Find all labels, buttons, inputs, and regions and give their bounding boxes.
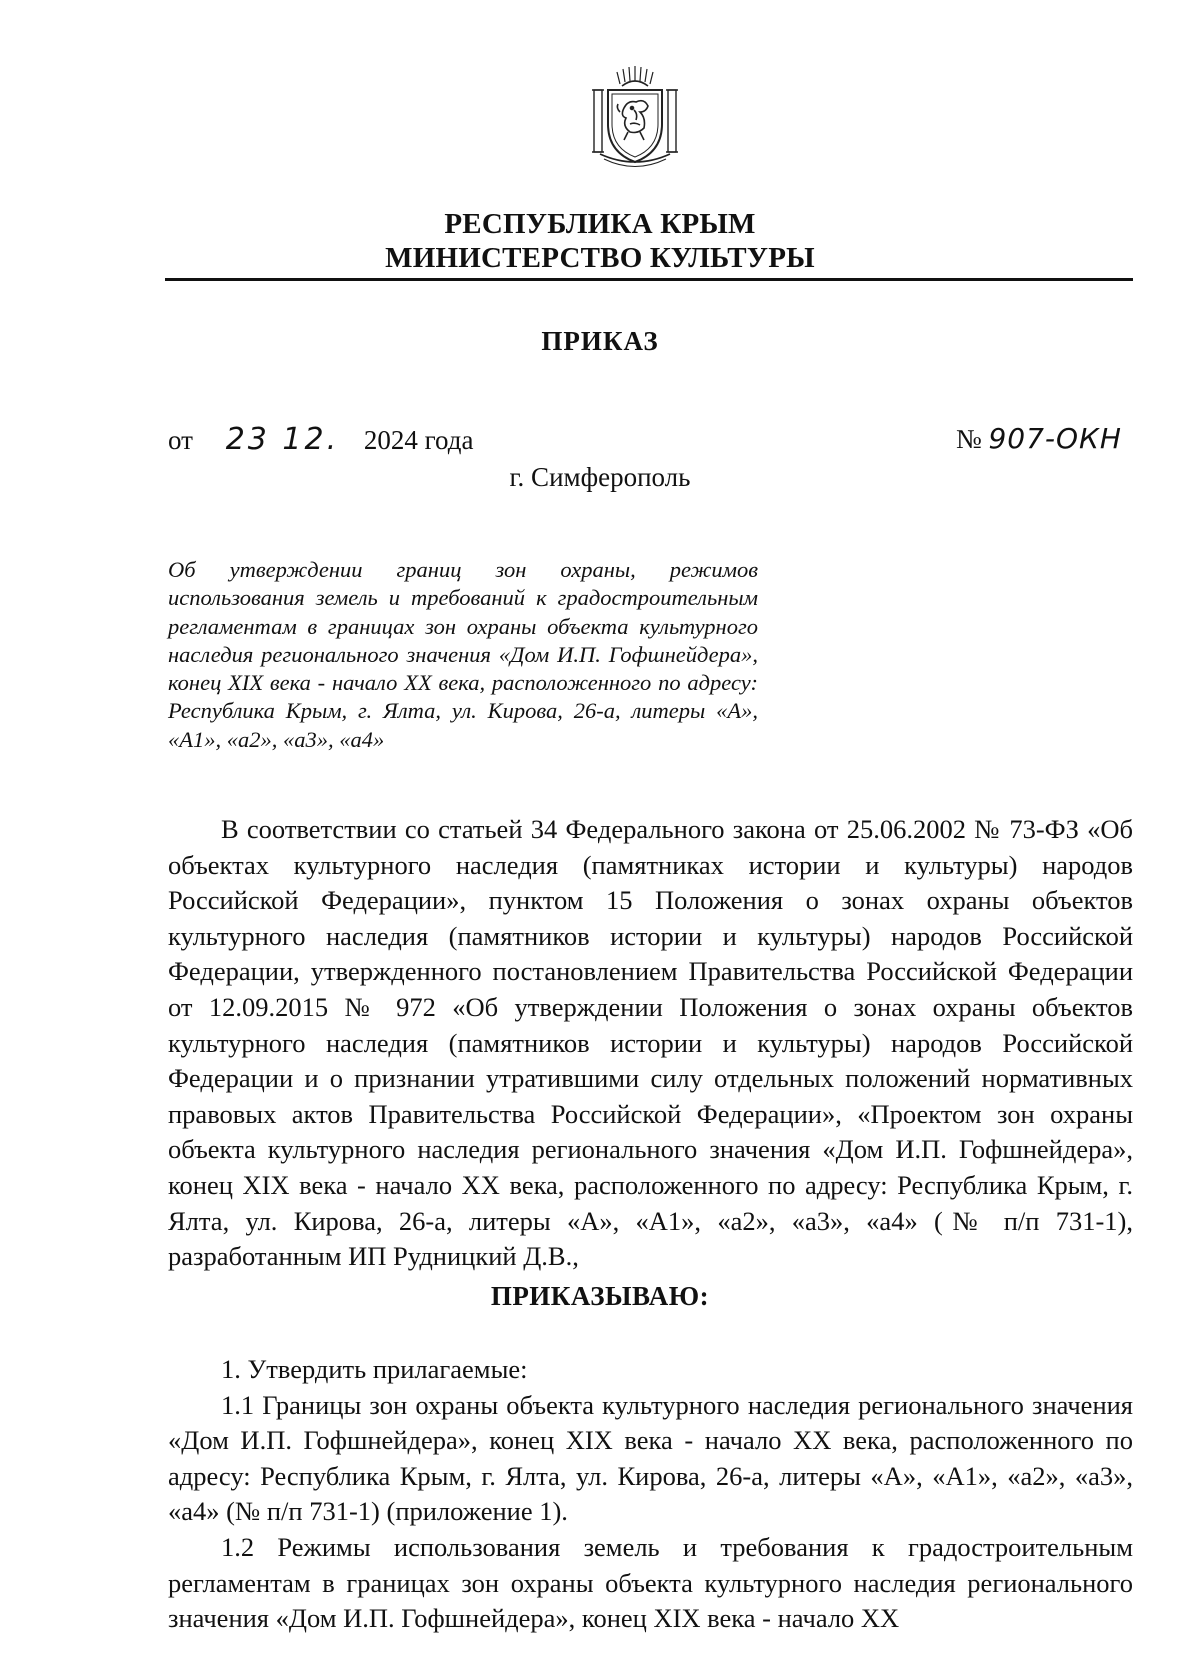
order-title: ПРИКАЗ <box>541 326 659 356</box>
order-item: 1.2 Режимы использования земель и требования к градостроительным регламентам в границах зон охраны объекта культурного наследия регионального значения «Дом И.П. Гофшнейдера», конец XIX века - начало XX <box>168 1531 1133 1634</box>
order-item: 1.1 Границы зон охраны объекта культурного наследия регионального значения «Дом И.П. Гофшнейдера», конец XIX века - начало XX века, расположенного по адресу: Республика Крым, г. Ялта, ул. Кирова, 26-а, литеры «А», «А1», «а2», «а3», «а4» (№ п/п 731-1) (приложение 1). <box>168 1389 1133 1527</box>
date-prefix: от <box>168 425 193 455</box>
number-handwritten: 907-ОКН <box>988 422 1122 455</box>
order-date <box>168 422 473 457</box>
crimea-coat-of-arms-icon <box>590 62 680 170</box>
republic-heading: РЕСПУБЛИКА КРЫМ <box>444 208 756 240</box>
header-divider <box>165 278 1133 281</box>
order-item: 1. Утвердить прилагаемые: <box>221 1354 528 1384</box>
order-preamble: В соответствии со статьей 34 Федерального закона от 25.06.2002 № 73-ФЗ «Об объектах культурного наследия (памятниках истории и культуры) народов Российской Федерации», пунктом 15 Положения о зонах охраны объектов культурного наследия (памятников истории и культуры) народов Российской Федерации, утвержденного постановлением Правительства Российской Федерации от 12.09.2015 № 972 «Об утверждении Положения о зонах охраны объектов культурного наследия (памятников истории и культуры) народов Российской Федерации и о признании утратившими силу отдельных положений нормативных правовых актов Правительства Российской Федерации», «Проектом зон охраны объекта культурного наследия регионального значения «Дом И.П. Гофшнейдера», конец XIX века - начало XX века, расположенного по адресу: Республика Крым, г. Ялта, ул. Кирова, 26-а, литеры «А», «А1», «а2», «а3», «а4» (№ п/п 731-1), разработанным ИП Рудницкий Д.В., <box>168 814 1133 1272</box>
order-city: г. Симферополь <box>509 462 691 492</box>
number-prefix: № <box>955 424 982 454</box>
ministry-heading: МИНИСТЕРСТВО КУЛЬТУРЫ <box>385 242 815 274</box>
decree-heading: ПРИКАЗЫВАЮ: <box>490 1281 710 1311</box>
order-number <box>956 422 1122 455</box>
order-items <box>168 1352 1133 1637</box>
date-handwritten: 23 12. <box>225 422 340 457</box>
date-year: 2024 года <box>363 425 474 455</box>
order-subject: Об утверждении границ зон охраны, режимов использования земель и требований к градостроительным регламентам в границах зон охраны объекта культурного наследия регионального значения «Дом И.П. Гофшнейдера», конец XIX века - начало XX века, расположенного по адресу: Республика Крым, г. Ялта, ул. Кирова, 26-а, литеры «А», «А1», «а2», «а3», «а4» <box>168 557 758 752</box>
